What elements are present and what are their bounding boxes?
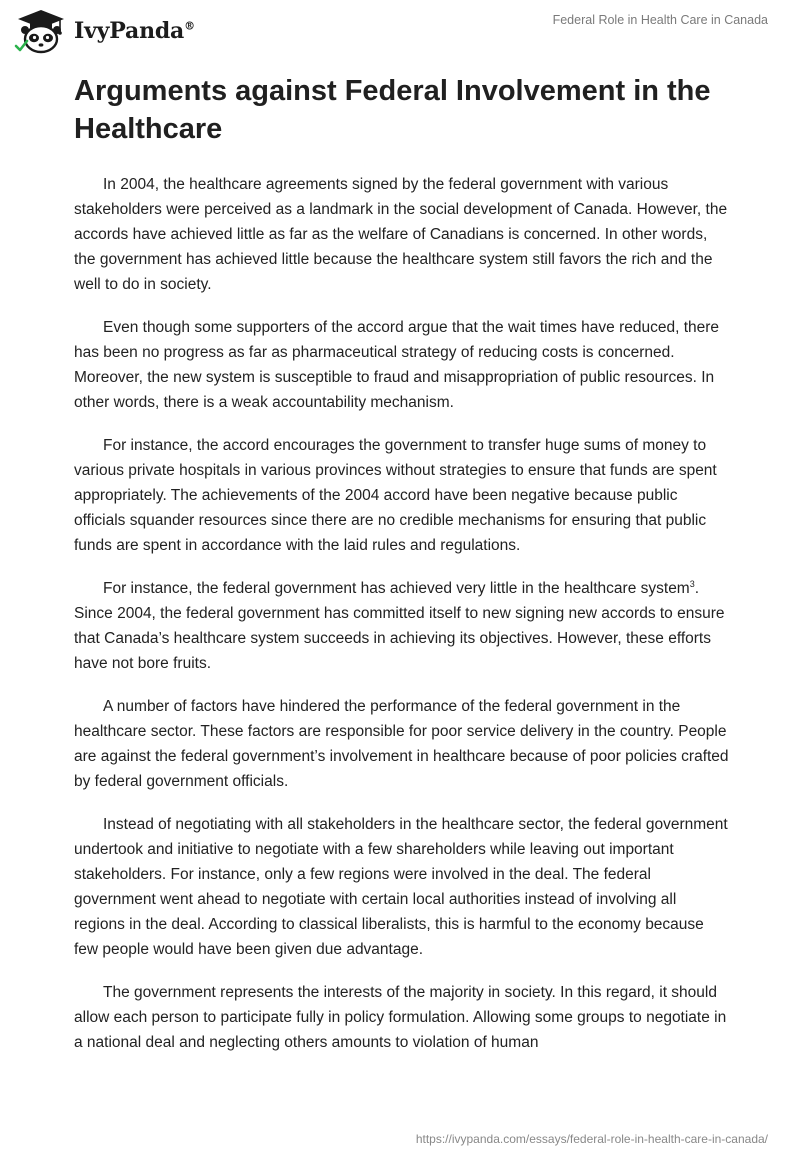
footnote-ref[interactable]: 3 (689, 578, 695, 589)
paragraph: The government represents the interests of the majority in society. In this regard, it should allow each person to participate fully in policy formulation. Allowing some groups to negotiate in a national deal and neglecting others amounts to violation of human (74, 984, 727, 1051)
registered-mark: ® (184, 19, 195, 33)
paragraph: For instance, the accord encourages the government to transfer huge sums of money to various private hospitals in various provinces without strategies to ensure that funds are spent appropriately. The achievements of the 2004 accord have been negative because public officials squander resources since there are no credible mechanisms for ensuring that public funds are spent in accordance with the laid rules and regulations. (74, 437, 717, 554)
paragraph: A number of factors have hindered the performance of the federal government in the healthcare sector. These factors are responsible for poor service delivery in the country. People are against the federal government’s involvement in healthcare because of poor policies crafted by federal government officials. (74, 698, 729, 790)
page-header (0, 0, 800, 60)
source-url[interactable]: https://ivypanda.com/essays/federal-role-in-health-care-in-canada/ (415, 1132, 768, 1146)
document-title: Federal Role in Health Care in Canada (552, 13, 768, 27)
paragraph: Even though some supporters of the accord argue that the wait times have reduced, there has been no progress as far as pharmaceutical strategy of reducing costs is concerned. Moreover, the new system is susceptible to fraud and misappropriation of public resources. In other words, there is a weak accountability mechanism. (74, 319, 720, 411)
paragraph-with-footnote: For instance, the federal government has achieved very little in the healthcare system$^3$. Since 2004, the federal government has committed itself to new signing new accords to ensure that Canada’s healthcare system succeeds in achieving its objectives. However, these efforts have not bore fruits. (74, 578, 725, 672)
logo[interactable] (14, 8, 195, 54)
paragraph: Instead of negotiating with all stakeholders in the healthcare sector, the federal government undertook and initiative to negotiate with a few shareholders while leaving out important stakeholders. For instance, only a few regions were involved in the deal. The federal government went ahead to negotiate with certain local authorities instead of involving all regions in the deal. According to classical liberalists, this is harmful to the economy because few people would have been given due advantage. (74, 816, 728, 958)
panda-graduate-icon (14, 8, 68, 54)
article-body (74, 172, 729, 1073)
paragraph: In 2004, the healthcare agreements signed by the federal government with various stakeholders were perceived as a landmark in the social development of Canada. However, the accords have achieved little as far as the welfare of Canadians is concerned. In other words, the government has achieved little because the healthcare system still favors the rich and the well to do in society. (74, 176, 728, 293)
section-heading: Arguments against Federal Involvement in the Healthcare (74, 75, 711, 145)
brand-name: IvyPanda® (74, 18, 195, 44)
